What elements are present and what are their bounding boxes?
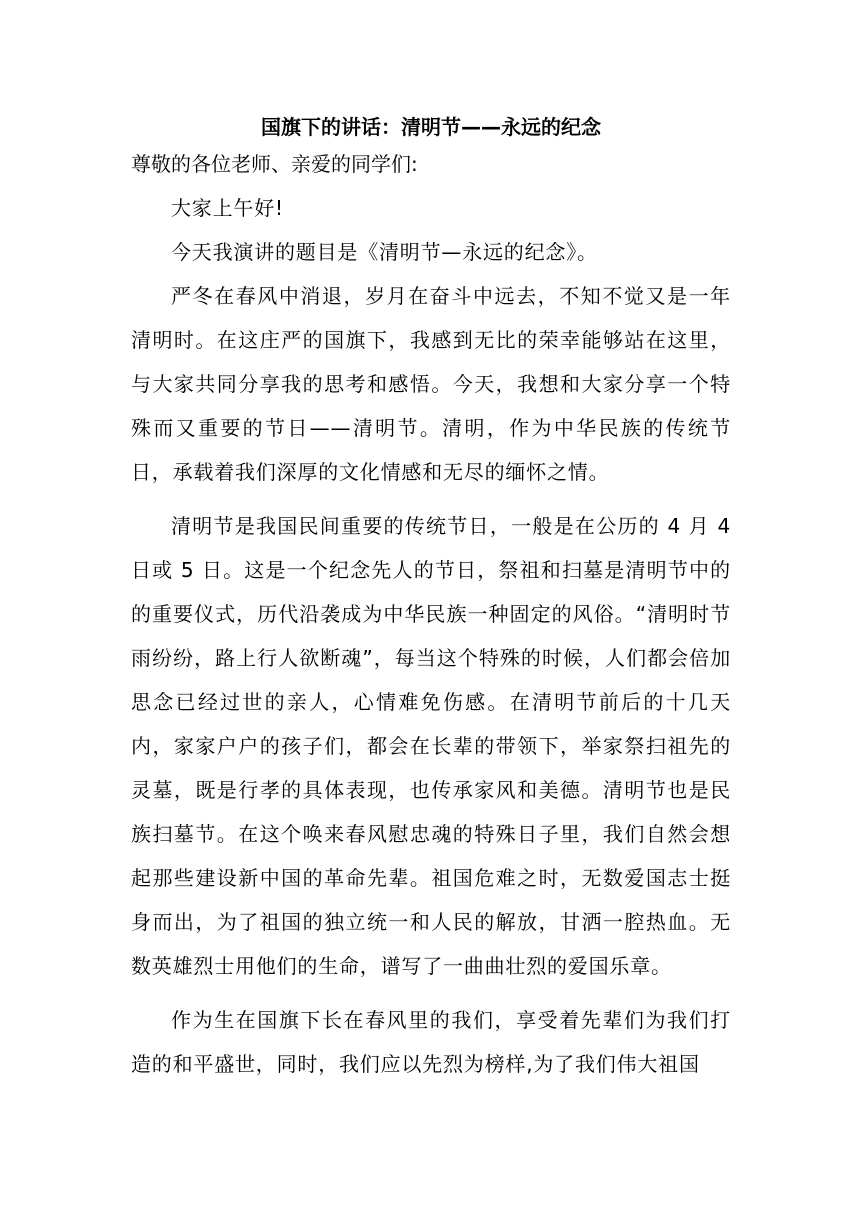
document-title: 国旗下的讲话：清明节——永远的纪念 [261, 115, 601, 139]
paragraph-1: 严冬在春风中消退，岁月在奋斗中远去，不知不觉又是一年清明时。在这庄严的国旗下，我感到无比的荣幸能够站在这里，与大家共同分享我的思考和感悟。今天，我想和大家分享一个特殊而又重要的节日——清明节。清明，作为中华民族的传统节日，承载着我们深厚的文化情感和无尽的缅怀之情。 [131, 284, 731, 484]
salutation: 尊敬的各位老师、亲爱的同学们: [131, 152, 418, 176]
paragraph-3: 作为生在国旗下长在春风里的我们，享受着先辈们为我们打造的和平盛世，同时，我们应以先烈为榜样,为了我们伟大祖国 [131, 1008, 731, 1076]
speech-topic: 今天我演讲的题目是《清明节—永远的纪念》。 [171, 240, 598, 264]
paragraph-2: 清明节是我国民间重要的传统节日，一般是在公历的 4 月 4 日或 5 日。这是一个纪念先人的节日，祭祖和扫墓是清明节中的的重要仪式，历代沿袭成为中华民族一种固定的风俗。“清明时节雨纷纷，路上行人欲断魂”，每当这个特殊的时候，人们都会倍加思念已经过世的亲人，心情难免伤感。在清明节前后的十几天内，家家户户的孩子们，都会在长辈的带领下，举家祭扫祖先的灵墓，既是行孝的具体表现，也传承家风和美德。清明节也是民族扫墓节。在这个唤来春风慰忠魂的特殊日子里，我们自然会想起那些建设新中国的革命先辈。祖国危难之时，无数爱国志士挺身而出，为了祖国的独立统一和人民的解放，甘洒一腔热血。无数英雄烈士用他们的生命，谱写了一曲曲壮烈的爱国乐章。 [131, 514, 731, 978]
document-page [131, 112, 731, 1086]
greeting: 大家上午好! [171, 196, 284, 220]
